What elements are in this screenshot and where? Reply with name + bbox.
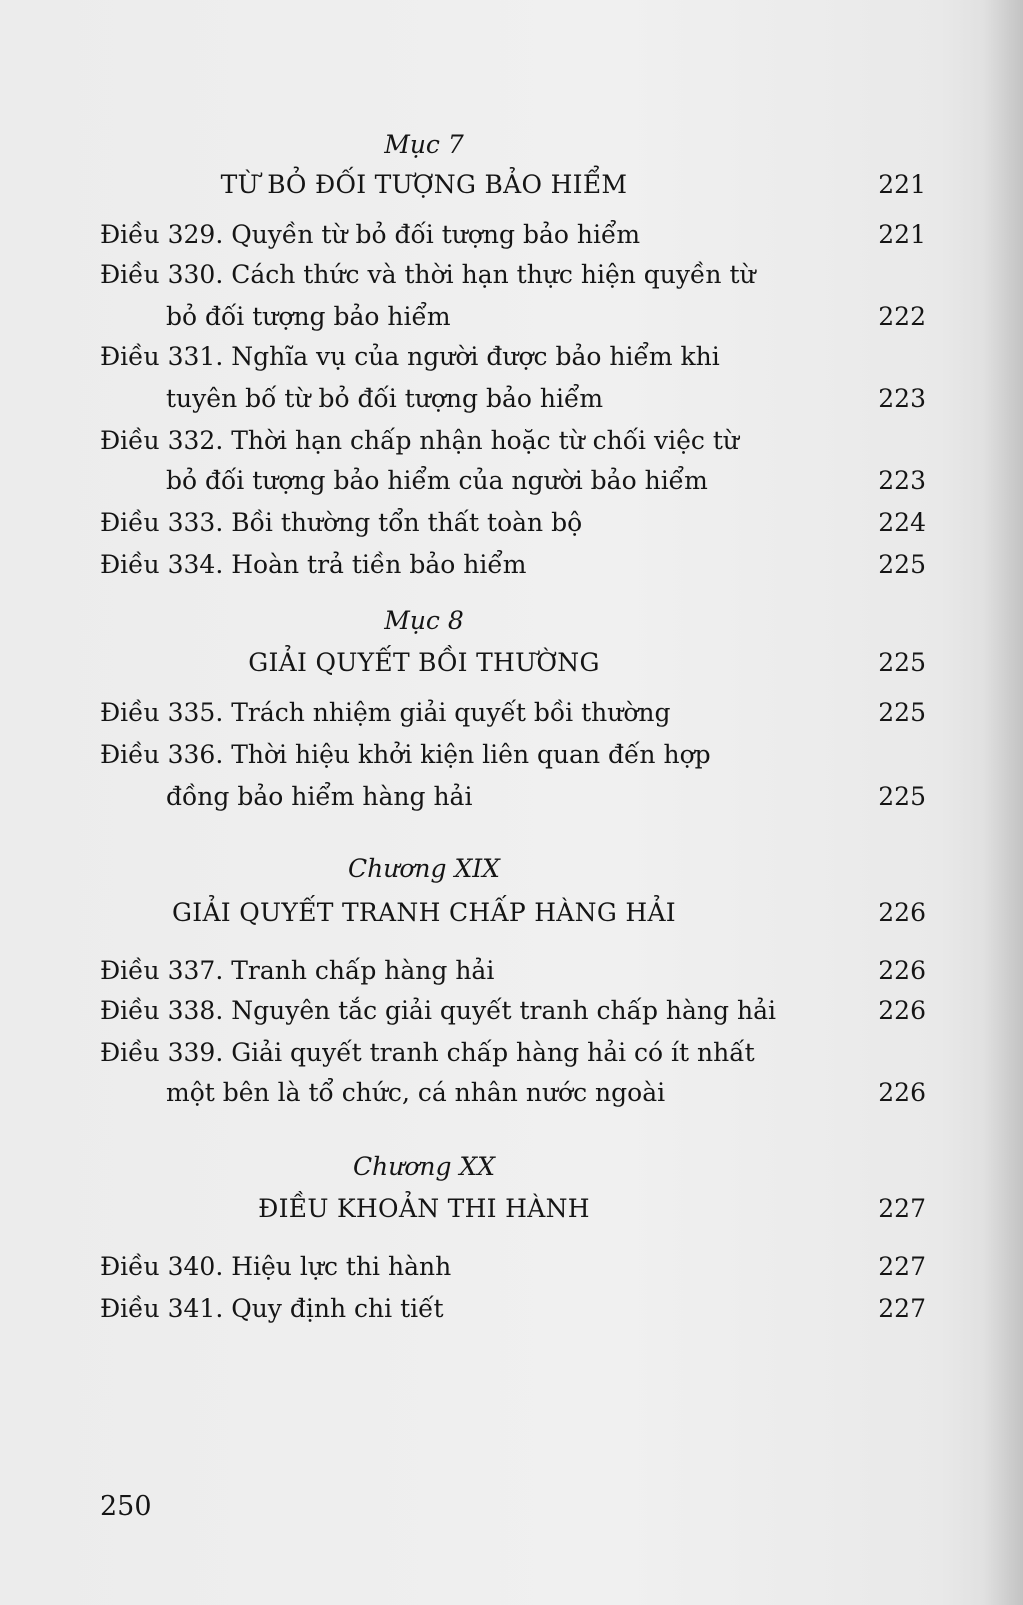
toc-label-row [0,128,1023,162]
toc-head-text: GIẢI QUYẾT TRANH CHẤP HÀNG HẢI [172,898,676,927]
toc-entry-text: Điều 335. Trách nhiệm giải quyết bồi thường [100,698,671,727]
toc-entry-row [0,738,1023,772]
toc-page-number: 226 [878,956,926,985]
toc-cont-row [0,382,1023,416]
toc-cont-text: bỏ đối tượng bảo hiểm [166,302,451,331]
toc-entry-row [0,424,1023,458]
toc-entry-text: Điều 329. Quyền từ bỏ đối tượng bảo hiểm [100,220,641,249]
toc-head-text: ĐIỀU KHOẢN THI HÀNH [258,1194,590,1223]
toc-label-row [0,604,1023,638]
toc-cont-row [0,464,1023,498]
toc-page-number: 221 [878,170,926,199]
toc-entry-text: Điều 341. Quy định chi tiết [100,1294,444,1323]
toc-cont-text: bỏ đối tượng bảo hiểm của người bảo hiểm [166,466,708,495]
toc-entry-text: Điều 334. Hoàn trả tiền bảo hiểm [100,550,527,579]
toc-page-number: 225 [878,648,926,677]
toc-page-number: 225 [878,550,926,579]
toc-page-number: 227 [878,1252,926,1281]
toc-label-text: Mục 7 [384,130,464,159]
toc-page-number: 223 [878,466,926,495]
toc-entry-text: Điều 331. Nghĩa vụ của người được bảo hiểm khi [100,342,720,371]
toc-head-row [0,646,1023,680]
toc-entry-text: Điều 338. Nguyên tắc giải quyết tranh chấp hàng hải [100,996,776,1025]
toc-entry-row [0,548,1023,582]
toc-head-row [0,168,1023,202]
toc-page-number: 224 [878,508,926,537]
toc-head-text: GIẢI QUYẾT BỒI THƯỜNG [248,648,600,677]
toc-page-number: 227 [878,1294,926,1323]
toc-cont-text: tuyên bố từ bỏ đối tượng bảo hiểm [166,384,604,413]
toc-label-text: Chương XIX [348,854,500,883]
toc-head-row [0,896,1023,930]
toc-head-text: TỪ BỎ ĐỐI TƯỢNG BẢO HIỂM [220,170,628,199]
toc-entry-text: Điều 339. Giải quyết tranh chấp hàng hải có ít nhất [100,1038,755,1067]
toc-entry-row [0,696,1023,730]
toc-entry-row [0,218,1023,252]
toc-entry-row [0,954,1023,988]
toc-page-number: 223 [878,384,926,413]
toc-entry-row [0,1292,1023,1326]
toc-cont-row [0,1076,1023,1110]
toc-entry-row [0,1250,1023,1284]
toc-label-text: Mục 8 [384,606,464,635]
toc-entry-text: Điều 333. Bồi thường tổn thất toàn bộ [100,508,583,537]
toc-label-row [0,1150,1023,1184]
toc-page-number: 226 [878,1078,926,1107]
toc-entry-text: Điều 332. Thời hạn chấp nhận hoặc từ chối việc từ [100,426,740,455]
toc-entry-row [0,258,1023,292]
toc-entry-text: Điều 340. Hiệu lực thi hành [100,1252,452,1281]
toc-entry-text: Điều 330. Cách thức và thời hạn thực hiện quyền từ [100,260,756,289]
toc-entry-row [0,506,1023,540]
toc-entry-row [0,994,1023,1028]
toc-cont-text: một bên là tổ chức, cá nhân nước ngoài [166,1078,666,1107]
toc-cont-text: đồng bảo hiểm hàng hải [166,782,473,811]
toc-page-number: 226 [878,898,926,927]
toc-page-number: 225 [878,782,926,811]
toc-entry-row [0,1036,1023,1070]
toc-cont-row [0,780,1023,814]
toc-page-number: 226 [878,996,926,1025]
toc-page-number: 227 [878,1194,926,1223]
page-number: 250 [100,1491,152,1522]
toc-label-text: Chương XX [352,1152,496,1181]
toc-page-number: 225 [878,698,926,727]
toc-page-number: 222 [878,302,926,331]
toc-head-row [0,1192,1023,1226]
toc-entry-text: Điều 337. Tranh chấp hàng hải [100,956,495,985]
toc-page-number: 221 [878,220,926,249]
toc-cont-row [0,300,1023,334]
toc-entry-row [0,340,1023,374]
toc-label-row [0,852,1023,886]
toc-entry-text: Điều 336. Thời hiệu khởi kiện liên quan đến hợp [100,740,711,769]
